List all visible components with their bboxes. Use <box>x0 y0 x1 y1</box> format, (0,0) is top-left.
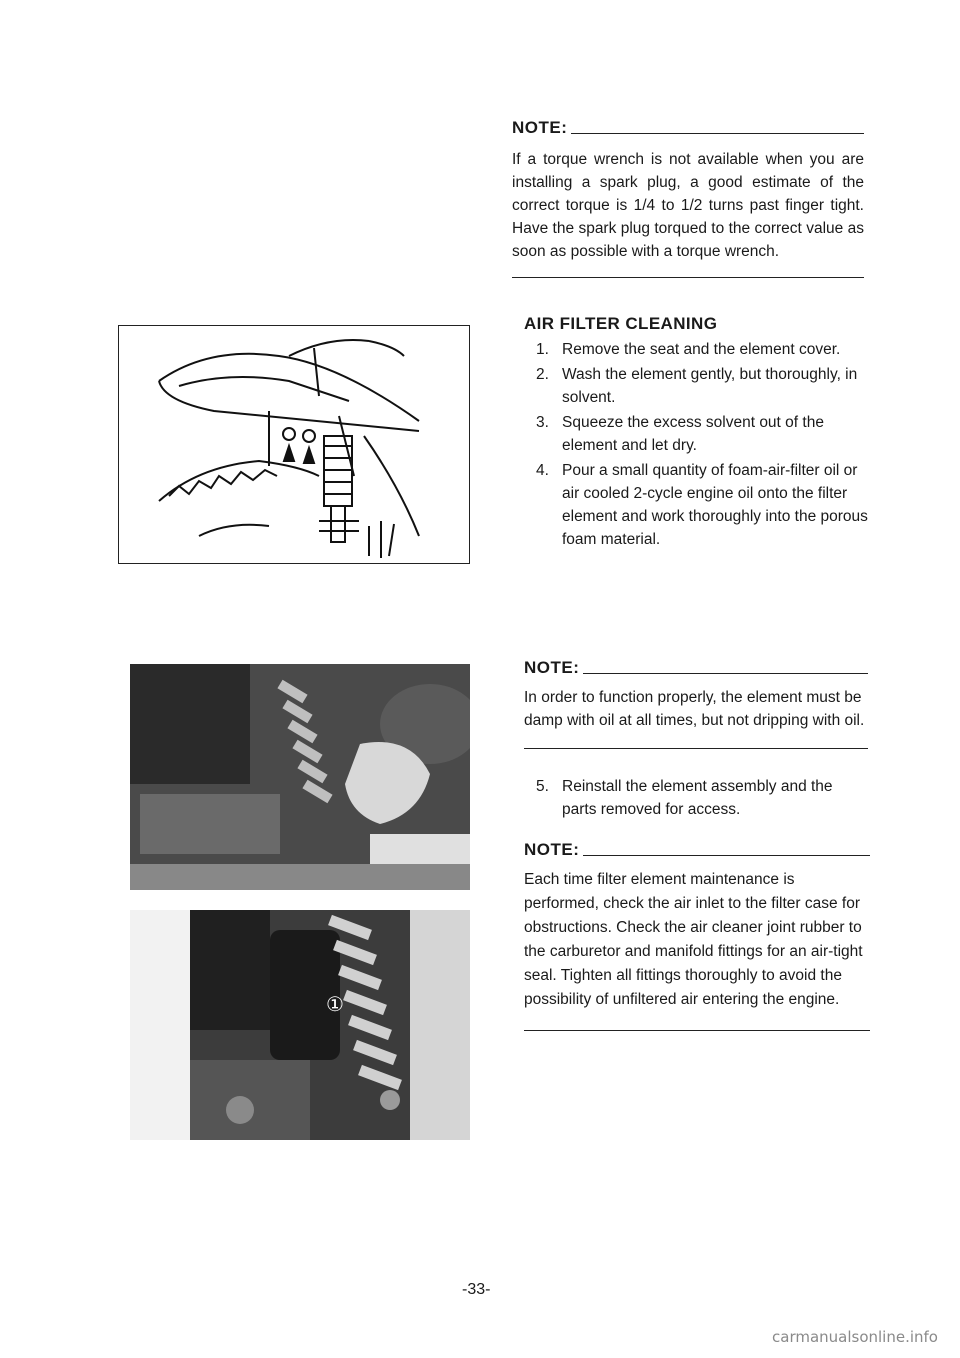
seat-diagram-drawing <box>119 326 469 563</box>
note-heading: NOTE: <box>512 118 864 138</box>
note-heading: NOTE: <box>524 840 870 860</box>
note-block-3 <box>524 840 870 1031</box>
note-block-2 <box>524 658 868 749</box>
air-filter-section <box>524 314 870 553</box>
note-block-1 <box>512 118 864 278</box>
note-end-rule <box>512 277 864 278</box>
photo-2-image <box>130 910 470 1140</box>
page-number: -33- <box>462 1281 491 1298</box>
note-end-rule <box>524 1030 870 1031</box>
photo-1-image <box>130 664 470 890</box>
section-title: AIR FILTER CLEANING <box>524 314 718 333</box>
step-item: 3. Squeeze the excess solvent out of the element and let dry. <box>536 414 824 454</box>
watermark: carmanualsonline.info <box>772 1328 938 1346</box>
callout-marker: ① <box>326 992 344 1016</box>
step-item: 2. Wash the element gently, but thoroughly, in solvent. <box>536 366 858 406</box>
steps-list <box>536 338 870 551</box>
step-5 <box>536 775 870 823</box>
photo-element-removal <box>130 664 470 890</box>
step-item: 4. Pour a small quantity of foam-air-filter oil or air cooled 2-cycle engine oil onto the filter element and work thoroughly into the porous foam material. <box>536 462 868 548</box>
note-text: If a torque wrench is not available when you are installing a spark plug, a good estimate of the correct torque is 1/4 to 1/2 turns past finger tight. Have the spark plug torqued to the correct value as soon as possible with a torque wrench. <box>512 151 864 260</box>
note-text: Each time filter element maintenance is performed, check the air inlet to the filter case for obstructions. Check the air cleaner joint rubber to the carburetor and manifold fittings for an air-tight seal. Tighten all fittings thoroughly to avoid the possibility of unfiltered air entering the engine. <box>524 871 863 1008</box>
photo-air-filter-location <box>130 910 470 1140</box>
step-item: 5. Reinstall the element assembly and the parts removed for access. <box>536 778 833 818</box>
note-text: In order to function properly, the element must be damp with oil at all times, but not dripping with oil. <box>524 689 865 729</box>
step-item: 1. Remove the seat and the element cover. <box>536 341 841 358</box>
seat-removal-diagram <box>118 325 470 564</box>
note-heading: NOTE: <box>524 658 868 678</box>
note-end-rule <box>524 748 868 749</box>
